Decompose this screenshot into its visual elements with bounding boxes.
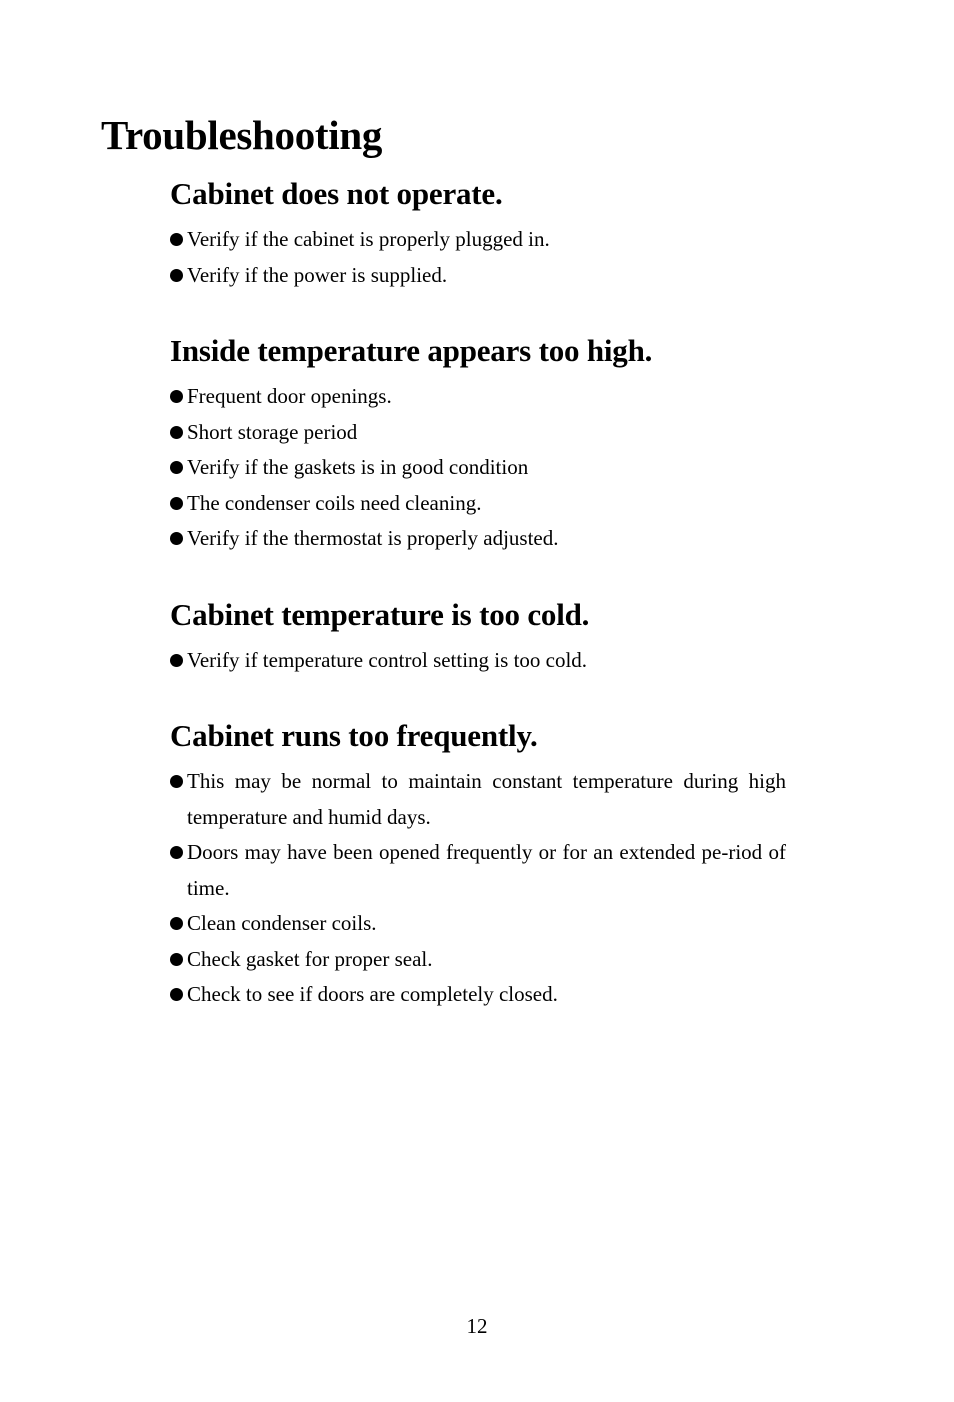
list-item-text: Check gasket for proper seal. <box>187 946 433 971</box>
section-cabinet-does-not-operate <box>170 172 786 293</box>
bullet-icon <box>170 846 183 859</box>
list-item <box>170 486 786 522</box>
section-heading: Cabinet temperature is too cold. <box>170 596 590 632</box>
list-item <box>170 643 786 679</box>
list-item <box>170 450 786 486</box>
bullet-icon <box>170 390 183 403</box>
bullet-icon <box>170 654 183 667</box>
list-item-text: This may be normal to maintain constant temperature during high temperature and humid days. <box>187 769 786 829</box>
list-item <box>170 942 786 978</box>
list-item-text: The condenser coils need cleaning. <box>187 490 482 515</box>
list-item <box>170 977 786 1013</box>
list-item-text: Verify if the thermostat is properly adjusted. <box>187 526 559 550</box>
page-number: 12 <box>466 1314 488 1338</box>
section-cabinet-runs-too-frequently <box>170 714 786 1013</box>
list-item-text: Frequent door openings. <box>187 384 392 408</box>
bullet-icon <box>170 233 183 246</box>
troubleshooting-sections <box>170 172 786 1049</box>
list-item-text: Check to see if doors are completely closed. <box>187 982 558 1006</box>
item-list <box>170 643 786 679</box>
list-item <box>170 764 786 835</box>
list-item-text: Verify if temperature control setting is too cold. <box>187 647 588 672</box>
bullet-icon <box>170 269 183 282</box>
section-heading: Cabinet does not operate. <box>170 176 503 211</box>
list-item-text: Verify if the power is supplied. <box>187 262 448 287</box>
page-title: Troubleshooting <box>101 112 383 158</box>
item-list <box>170 222 786 293</box>
bullet-icon <box>170 775 183 788</box>
list-item-text: Clean condenser coils. <box>187 911 377 935</box>
bullet-icon <box>170 917 183 930</box>
list-item <box>170 906 786 942</box>
bullet-icon <box>170 497 183 510</box>
list-item-text: Verify if the cabinet is properly plugged in. <box>187 227 550 251</box>
section-heading: Inside temperature appears too high. <box>170 333 653 368</box>
list-item <box>170 415 786 451</box>
list-item <box>170 521 786 557</box>
list-item <box>170 258 786 294</box>
list-item-text: Doors may have been opened frequently or for an extended pe-riod of time. <box>187 840 786 900</box>
bullet-icon <box>170 988 183 1001</box>
section-cabinet-too-cold <box>170 593 786 679</box>
item-list <box>170 379 786 557</box>
item-list <box>170 764 786 1013</box>
bullet-icon <box>170 426 183 439</box>
list-item <box>170 379 786 415</box>
bullet-icon <box>170 532 183 545</box>
section-inside-temperature-too-high <box>170 329 786 557</box>
list-item-text: Verify if the gaskets is in good condition <box>187 455 529 479</box>
list-item <box>170 835 786 906</box>
bullet-icon <box>170 953 183 966</box>
bullet-icon <box>170 461 183 474</box>
section-heading: Cabinet runs too frequently. <box>170 718 538 753</box>
list-item <box>170 222 786 258</box>
list-item-text: Short storage period <box>187 419 358 444</box>
